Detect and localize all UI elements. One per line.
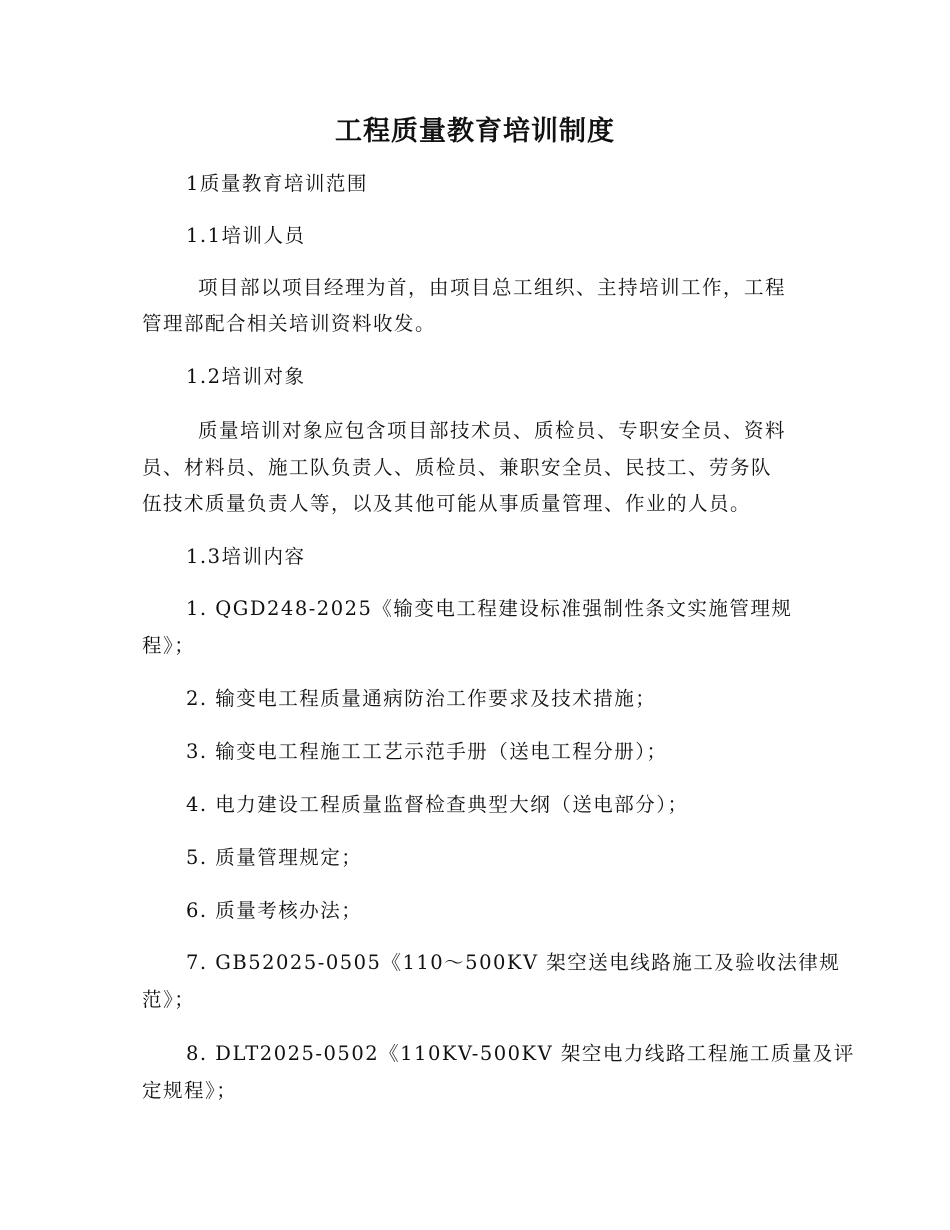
list-item-5: 5. 质量管理规定； [186, 846, 363, 869]
section-heading-1-1: 1.1培训人员 [186, 224, 306, 247]
section-heading-1-3: 1.3培训内容 [186, 545, 306, 568]
paragraph-training-staff-line-2: 管理部配合相关培训资料收发。 [142, 312, 437, 335]
list-item-8-line-1: 8. DLT2025-0502《110KV-500KV 架空电力线路工程施工质量及评 [186, 1042, 855, 1065]
list-item-1-line-1: 1. QGD248-2025《输变电工程建设标准强制性条文实施管理规 [186, 597, 793, 620]
paragraph-training-staff-line-1: 项目部以项目经理为首，由项目总工组织、主持培训工作，工程 [198, 276, 787, 299]
paragraph-training-target-line-1: 质量培训对象应包含项目部技术员、质检员、专职安全员、资料 [198, 419, 787, 442]
list-item-8-line-2: 定规程》； [142, 1079, 238, 1102]
list-item-1-line-2: 程》； [142, 634, 196, 657]
list-item-4: 4. 电力建设工程质量监督检查典型大纲（送电部分）； [186, 793, 689, 816]
section-heading-1-2: 1.2培训对象 [186, 365, 306, 388]
section-heading-1: 1质量教育培训范围 [186, 172, 368, 195]
list-item-3: 3. 输变电工程施工工艺示范手册（送电工程分册）； [186, 740, 668, 763]
list-item-6: 6. 质量考核办法； [186, 899, 363, 922]
paragraph-training-target-line-3: 伍技术质量负责人等，以及其他可能从事质量管理、作业的人员。 [142, 492, 752, 515]
document-title: 工程质量教育培训制度 [335, 116, 615, 147]
paragraph-training-target-line-2: 员、材料员、施工队负责人、质检员、兼职安全员、民技工、劳务队 [142, 456, 773, 479]
list-item-7-line-1: 7. GB52025-0505《110～500KV 架空送电线路施工及验收法律规 [186, 951, 841, 974]
list-item-2: 2. 输变电工程质量通病防治工作要求及技术措施； [186, 687, 657, 710]
list-item-7-line-2: 范》； [142, 988, 196, 1011]
